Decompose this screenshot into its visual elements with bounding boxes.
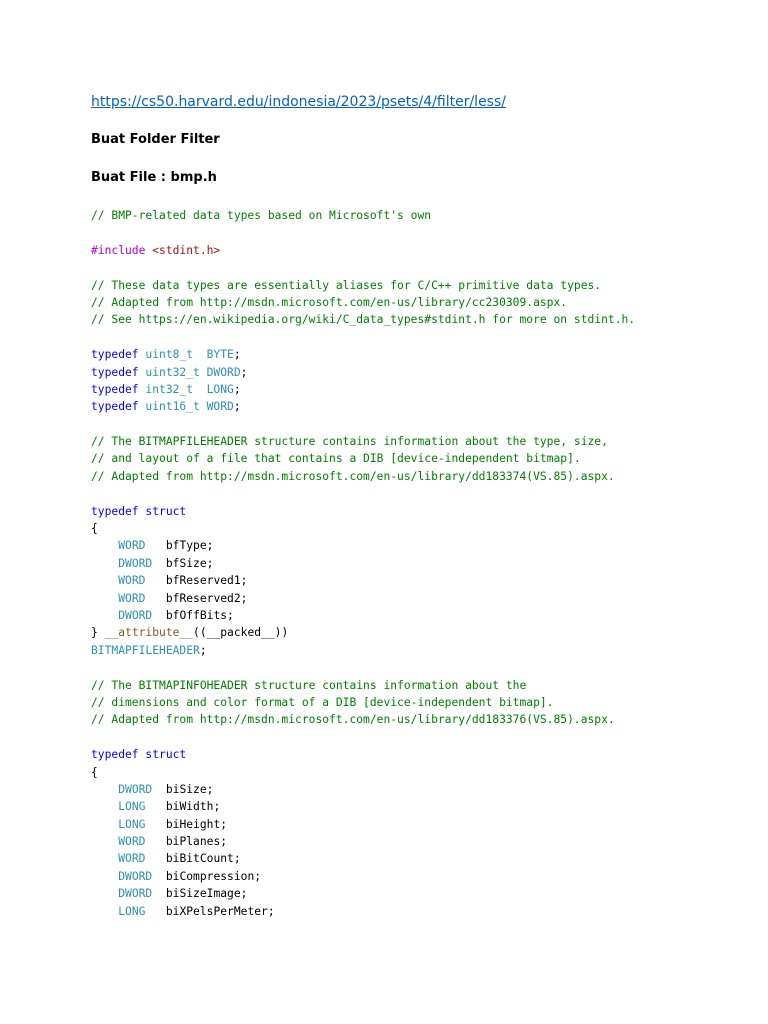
code-token-plain: biSize; [152,782,214,796]
code-line [91,816,751,833]
code-token-comment: // BMP-related data types based on Microsoft's own [91,209,432,222]
code-line [91,729,751,746]
code-token-keyword: typedef [91,365,146,379]
code-token-plain [91,783,118,796]
code-token-plain: { [91,522,98,536]
code-token-plain: bfReserved1; [145,574,248,588]
code-token-string: <stdint.h> [152,243,221,257]
code-token-keyword: typedef struct [91,504,187,518]
code-line [91,346,751,363]
code-token-plain [91,800,118,813]
code-token-comment: // The BITMAPINFOHEADER structure contains information about the [91,678,527,692]
code-token-plain [91,557,118,570]
code-line [91,364,751,381]
code-line [91,416,751,433]
code-line [91,520,751,537]
code-token-plain: ; [233,382,241,396]
code-token-keyword: typedef [91,348,146,362]
code-line [91,607,751,624]
code-token-comment: // Adapted from http://msdn.microsoft.com/en-us/library/cc230309.aspx. [91,295,568,309]
code-line [91,485,751,502]
code-token-type: DWORD [118,608,153,622]
code-token-type: DWORD [118,887,153,901]
code-token-preproc: #include [91,243,153,257]
code-token-type: BITMAPFILEHEADER [91,643,200,657]
code-line [91,259,751,276]
code-token-type: WORD [118,539,146,553]
code-token-plain [91,539,118,552]
code-token-plain: ; [233,348,241,362]
code-line [91,833,751,850]
code-token-type: WORD [118,574,146,588]
cs50-filter-link[interactable]: https://cs50.harvard.edu/indonesia/2023/psets/4/filter/less/ [91,94,506,110]
code-token-plain: } [91,626,105,640]
code-token-plain: bfSize; [152,556,214,570]
code-token-comment: // These data types are essentially aliases for C/C++ primitive data types. [91,278,602,292]
code-line [91,590,751,607]
code-token-type: LONG [118,800,146,814]
code-token-plain: biWidth; [145,800,221,814]
code-token-type: WORD [118,591,146,605]
code-token-plain: bfOffBits; [152,608,234,622]
code-block [91,207,751,920]
code-line [91,642,751,659]
document-page [91,92,751,920]
code-token-comment: // Adapted from http://msdn.microsoft.com/en-us/library/dd183374(VS.85).aspx. [91,469,615,483]
heading-buat-file: Buat File : bmp.h [91,170,217,185]
code-token-keyword: typedef [91,400,146,414]
code-token-type: int32_t LONG [145,382,234,396]
code-line [91,503,751,520]
code-line [91,798,751,815]
code-line [91,468,751,485]
code-token-plain: biPlanes; [145,835,228,849]
code-token-plain: ; [233,400,241,414]
code-line [91,398,751,415]
code-token-plain: ; [240,365,248,379]
code-token-plain: ((__packed__)) [193,626,289,640]
code-token-type: uint8_t BYTE [145,348,234,362]
code-token-plain: biXPelsPerMeter; [145,904,275,918]
code-line [91,572,751,589]
code-token-type: uint32_t DWORD [145,365,241,379]
code-token-keyword: typedef struct [91,748,187,762]
code-token-type: WORD [118,852,146,866]
code-token-plain [91,887,118,900]
heading-buat-folder: Buat Folder Filter [91,132,220,147]
code-token-plain: bfReserved2; [145,591,248,605]
code-token-type: uint16_t WORD [145,400,234,414]
code-line [91,850,751,867]
code-token-plain [91,852,118,865]
code-token-type: WORD [118,835,146,849]
code-token-plain [91,818,118,831]
code-line [91,381,751,398]
code-token-type: DWORD [118,556,153,570]
code-token-type: LONG [118,904,146,918]
code-line [91,224,751,241]
code-line [91,624,751,641]
code-token-plain: ; [199,643,207,657]
code-token-comment: // See https://en.wikipedia.org/wiki/C_data_types#stdint.h for more on stdint.h. [91,313,636,327]
code-line [91,764,751,781]
code-token-plain [91,609,118,622]
code-token-comment: // and layout of a file that contains a DIB [device-independent bitmap]. [91,452,581,466]
code-token-plain: biCompression; [152,869,262,883]
code-line [91,781,751,798]
code-line [91,311,751,328]
code-token-plain [91,592,118,605]
code-token-attr: __attribute__ [104,626,194,640]
code-token-type: LONG [118,817,146,831]
code-token-keyword: typedef [91,382,146,396]
code-token-type: DWORD [118,782,153,796]
code-token-plain: biBitCount; [145,852,241,866]
code-line [91,433,751,450]
code-line [91,659,751,676]
code-token-plain [91,870,118,883]
code-line [91,885,751,902]
code-line [91,242,751,259]
code-line [91,207,751,224]
code-line [91,903,751,920]
code-line [91,537,751,554]
code-token-plain: bfType; [145,539,214,553]
code-token-plain [91,835,118,848]
code-line [91,677,751,694]
code-token-type: DWORD [118,869,153,883]
code-line [91,711,751,728]
code-token-comment: // dimensions and color format of a DIB [device-independent bitmap]. [91,695,554,709]
code-token-plain [91,574,118,587]
code-line [91,294,751,311]
code-token-plain: { [91,765,98,779]
code-line [91,694,751,711]
code-token-comment: // Adapted from http://msdn.microsoft.com/en-us/library/dd183376(VS.85).aspx. [91,713,615,727]
code-line [91,450,751,467]
code-line [91,868,751,885]
code-token-comment: // The BITMAPFILEHEADER structure contains information about the type, size, [91,435,608,449]
code-line [91,555,751,572]
code-token-plain [91,905,118,918]
code-line [91,746,751,763]
code-line [91,277,751,294]
code-line [91,329,751,346]
code-token-plain: biHeight; [145,817,228,831]
code-token-plain: biSizeImage; [152,887,248,901]
